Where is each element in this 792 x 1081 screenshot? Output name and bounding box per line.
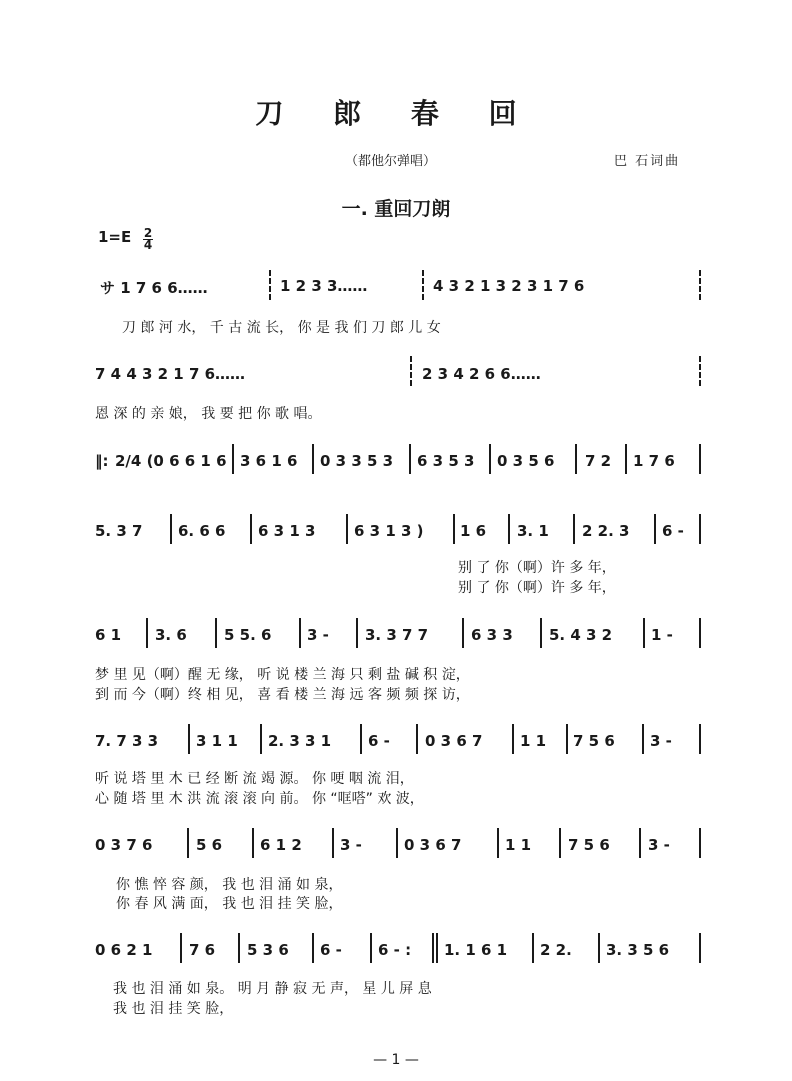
notes-line1-m1: サ 1 7 6 6……: [100, 279, 208, 297]
lyrics-line6-verse1: 听 说 塔 里 木 已 经 断 流 竭 源。 你 哽 咽 流 泪，: [95, 771, 414, 787]
barline: [462, 618, 464, 648]
song-title: 刀 郎 春 回: [255, 97, 537, 130]
notes-line4-m4: 6 3 1 3 ): [354, 522, 424, 540]
notes-line5-m4: 3 -: [307, 626, 329, 644]
notes-line6-m7: 7 5 6: [573, 732, 615, 750]
barline: [540, 618, 542, 648]
barline: [146, 618, 148, 648]
notes-line3-m1: 2/4 (0 6 6 1 6: [115, 452, 227, 470]
barline: [312, 444, 314, 474]
notes-line7-m1: 0 3 7 6: [95, 836, 153, 854]
notes-line4-m8: 6 -: [662, 522, 684, 540]
lyrics-line8-verse2: 我 也 泪 挂 笑 脸，: [113, 1001, 234, 1017]
barline: [436, 933, 438, 963]
barline: [170, 514, 172, 544]
barline: [360, 724, 362, 754]
barline: [332, 828, 334, 858]
notes-line6-m5: 0 3 6 7: [425, 732, 483, 750]
barline: [699, 933, 701, 963]
barline: [370, 933, 372, 963]
notes-line6-m2: 3 1 1: [196, 732, 238, 750]
barline: [642, 724, 644, 754]
barline: [699, 724, 701, 754]
barline: [346, 514, 348, 544]
notes-line8-m7: 2 2.: [540, 941, 572, 959]
lyrics-line4-verse1: 别 了 你（啊）许 多 年，: [458, 560, 616, 576]
notes-line4-m5: 1 6: [460, 522, 487, 540]
barline: [654, 514, 656, 544]
barline: [699, 444, 701, 474]
barline: [512, 724, 514, 754]
barline: [643, 618, 645, 648]
barline: [508, 514, 510, 544]
lyrics-line4-verse2: 别 了 你（啊）许 多 年，: [458, 580, 616, 596]
notes-line4-m7: 2 2. 3: [582, 522, 630, 540]
notes-line3-m2: 3 6 1 6: [240, 452, 298, 470]
time-signature: [143, 228, 153, 251]
notes-line5-m2: 3. 6: [155, 626, 187, 644]
barline: [699, 828, 701, 858]
notes-line7-m2: 5 6: [196, 836, 223, 854]
barline: [639, 828, 641, 858]
barline: [232, 444, 234, 474]
notes-line3-m7: 1 7 6: [633, 452, 675, 470]
section-heading: 一. 重回刀朗: [341, 198, 451, 220]
notes-line8-m6: 1. 1 6 1: [444, 941, 508, 959]
lyrics-line7-verse1: 你 憔 悴 容 颜， 我 也 泪 涌 如 泉，: [116, 877, 343, 893]
notes-line4-m1: 5. 3 7: [95, 522, 143, 540]
barline: [497, 828, 499, 858]
notes-line7-m7: 7 5 6: [568, 836, 610, 854]
notes-line6-m4: 6 -: [368, 732, 390, 750]
barline: [409, 444, 411, 474]
notes-line8-m4: 6 -: [320, 941, 342, 959]
barline: [215, 618, 217, 648]
notes-line1-m2: 1 2 3 3……: [280, 277, 368, 295]
notes-line5-m1: 6 1: [95, 626, 122, 644]
notes-line6-m1: 7. 7 3 3: [95, 732, 159, 750]
lyrics-line6-verse2: 心 随 塔 里 木 洪 流 滚 滚 向 前。 你 “哐嗒” 欢 波，: [95, 791, 424, 807]
lyrics-line1: 刀 郎 河 水， 千 古 流 长， 你 是 我 们 刀 郎 儿 女: [122, 320, 441, 336]
notes-line7-m3: 6 1 2: [260, 836, 302, 854]
notes-line7-m8: 3 -: [648, 836, 670, 854]
notes-line5-m3: 5 5. 6: [224, 626, 272, 644]
subtitle: （都他尔弹唱）: [345, 154, 437, 169]
notes-line8-m5: 6 - :: [378, 941, 412, 959]
barline: [250, 514, 252, 544]
barline: [532, 933, 534, 963]
notes-line1-m3: 4 3 2 1 3 2 3 1 7 6: [433, 277, 585, 295]
notes-line5-m7: 5. 4 3 2: [549, 626, 613, 644]
page-number: — 1 —: [373, 1052, 419, 1068]
notes-line5-m8: 1 -: [651, 626, 673, 644]
notes-line4-m3: 6 3 1 3: [258, 522, 316, 540]
barline: [410, 356, 412, 386]
time-sig-top: 2: [143, 226, 153, 240]
barline: [432, 933, 434, 963]
barline: [356, 618, 358, 648]
time-sig-bottom: 4: [143, 238, 153, 252]
barline: [416, 724, 418, 754]
notes-line4-m6: 3. 1: [517, 522, 549, 540]
notes-line3-m6: 7 2: [585, 452, 612, 470]
notes-line8-m2: 7 6: [189, 941, 216, 959]
barline: [699, 618, 701, 648]
lyrics-line8-verse1: 我 也 泪 涌 如 泉。 明 月 静 寂 无 声， 星 儿 屏 息: [113, 981, 432, 997]
notes-line7-m6: 1 1: [505, 836, 532, 854]
notes-line6-m6: 1 1: [520, 732, 547, 750]
barline: [422, 270, 424, 300]
barline: [269, 270, 271, 300]
barline: [625, 444, 627, 474]
notes-line8-m8: 3. 3 5 6: [606, 941, 670, 959]
notes-line3-m4: 6 3 5 3: [417, 452, 475, 470]
composer-credit: 巴 石词曲: [614, 154, 681, 169]
lyrics-line2: 恩 深 的 亲 娘， 我 要 把 你 歌 唱。: [95, 406, 322, 422]
key-signature: 1=E: [98, 228, 132, 246]
notes-line7-m5: 0 3 6 7: [404, 836, 462, 854]
barline: [566, 724, 568, 754]
barline: [188, 724, 190, 754]
barline: [187, 828, 189, 858]
notes-line3-m5: 0 3 5 6: [497, 452, 555, 470]
notes-line6-m8: 3 -: [650, 732, 672, 750]
barline: [180, 933, 182, 963]
barline: [598, 933, 600, 963]
barline: [260, 724, 262, 754]
barline: [396, 828, 398, 858]
lyrics-line5-verse2: 到 而 今（啊）终 相 见， 喜 看 楼 兰 海 远 客 频 频 探 访，: [95, 687, 470, 703]
notes-line4-m2: 6. 6 6: [178, 522, 226, 540]
barline: [573, 514, 575, 544]
barline: [238, 933, 240, 963]
barline: [699, 514, 701, 544]
notes-line2-m1: 7 4 4 3 2 1 7 6……: [95, 365, 246, 383]
notes-line5-m5: 3. 3 7 7: [365, 626, 429, 644]
barline: [699, 270, 701, 300]
notes-line8-m3: 5 3 6: [247, 941, 289, 959]
notes-line2-m2: 2 3 4 2 6 6……: [422, 365, 541, 383]
barline: [559, 828, 561, 858]
notes-line6-m3: 2. 3 3 1: [268, 732, 332, 750]
lyrics-line5-verse1: 梦 里 见（啊）醒 无 缘， 听 说 楼 兰 海 只 剩 盐 碱 积 淀，: [95, 667, 470, 683]
barline: [699, 356, 701, 386]
notes-line3-m3: 0 3 3 5 3: [320, 452, 394, 470]
barline: [453, 514, 455, 544]
barline: [299, 618, 301, 648]
repeat-start: ‖:: [95, 452, 109, 470]
notes-line7-m4: 3 -: [340, 836, 362, 854]
notes-line5-m6: 6 3 3: [471, 626, 513, 644]
barline: [489, 444, 491, 474]
lyrics-line7-verse2: 你 春 风 满 面， 我 也 泪 挂 笑 脸，: [116, 896, 343, 912]
notes-line8-m1: 0 6 2 1: [95, 941, 153, 959]
barline: [252, 828, 254, 858]
barline: [575, 444, 577, 474]
barline: [312, 933, 314, 963]
